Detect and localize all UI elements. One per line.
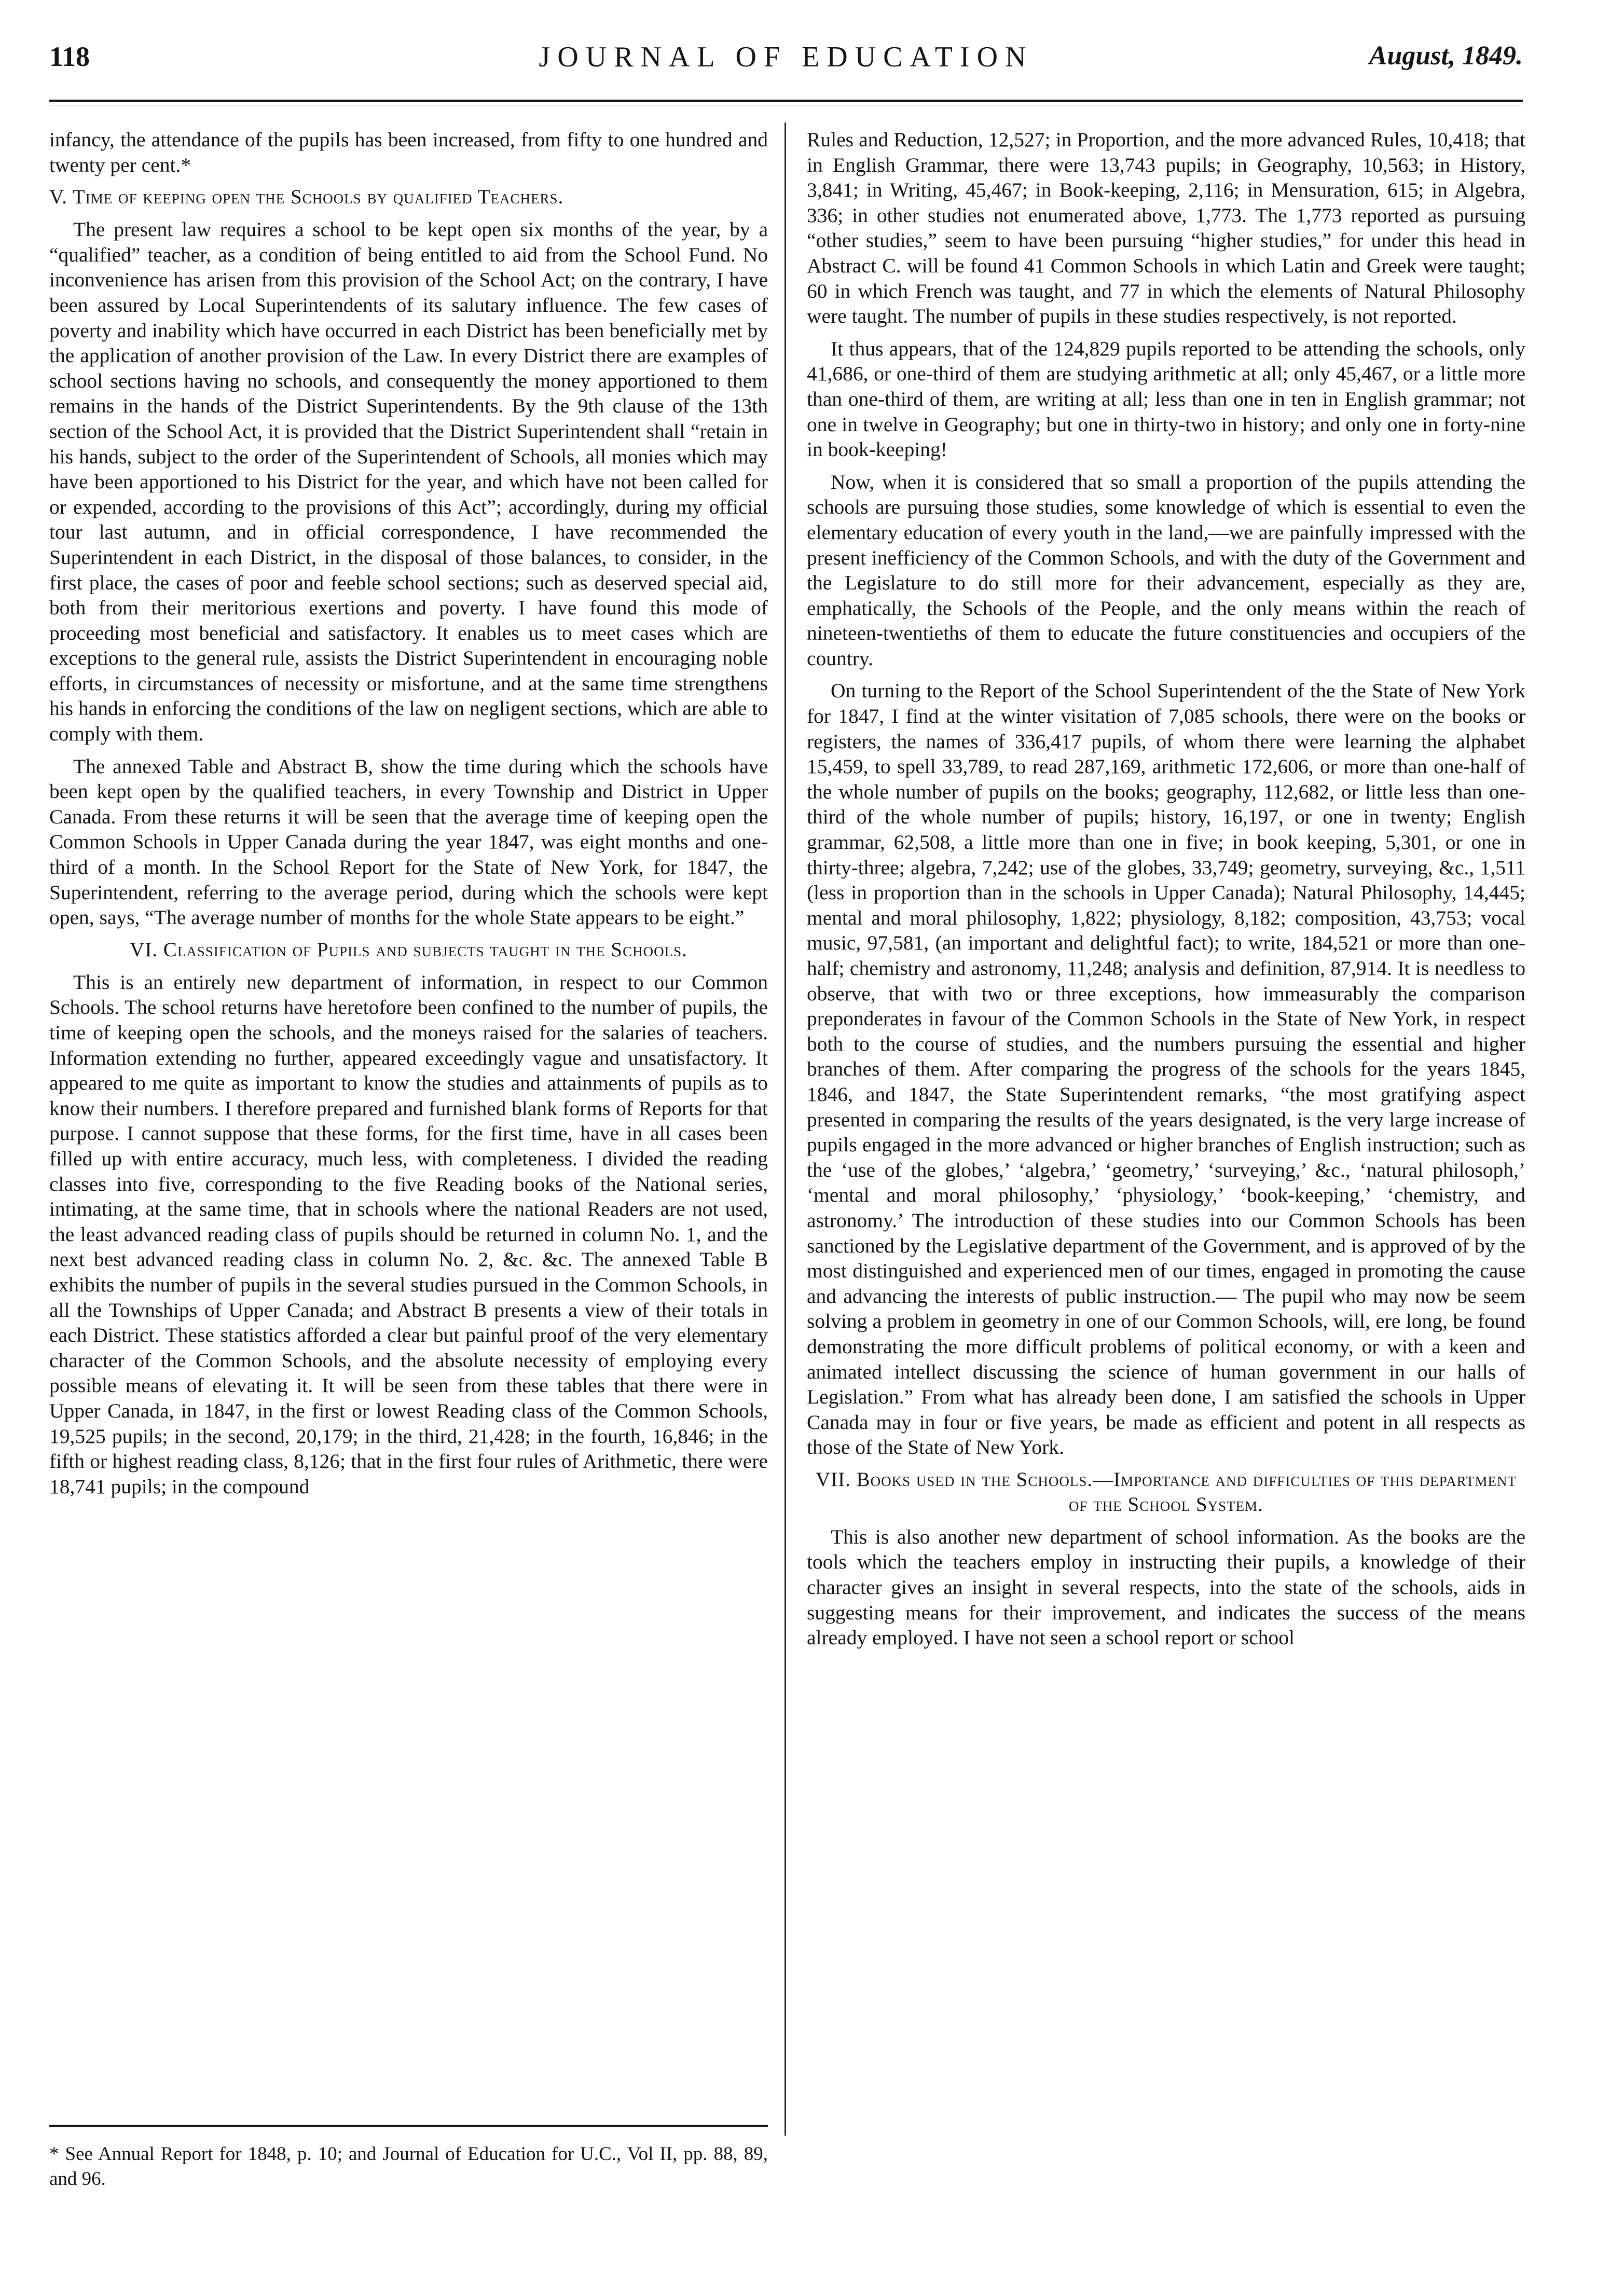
footnote-rule: [49, 2125, 768, 2127]
paragraph-new-york-report: On turning to the Report of the School Superintendent of the the State of New York for 1847, I find at the winter visitation of 7,085 schools, there were on the books or registers, the names of 336,417 pupils, of whom there were learning the alphabet 15,459, to spell 33,789, to read 287,169, arithmetic 172,606, or more than one-half of the whole number of pupils on the books; geography, 112,682, or little less than one-third of the whole number of pupils; history, 16,197, or one in twenty; English grammar, 62,508, a little more than one in five; in book keeping, 5,301, or one in thirty-three; algebra, 7,242; use of the globes, 33,749; geometry, surveying, &c., 1,511 (less in proportion than in the schools in Upper Canada); Natural Philosophy, 14,445; mental and moral philosophy, 1,822; physiology, 8,182; composition, 43,753; vocal music, 97,581, (an important and delightful fact); to write, 184,521 or more than one-half; chemistry and astronomy, 11,248; analysis and definition, 87,914. It is needless to observe, that with two or three exceptions, how immeasurably the comparison preponderates in favour of the Common Schools in the State of New York, in respect both to the course of studies, and the numbers pursuing the essential and higher branches of them. After comparing the progress of the schools for the years 1845, 1846, and 1847, the State Superintendent remarks, “the most gratifying aspect presented in comparing the results of the years designated, is the very large increase of pupils engaged in the more advanced or higher branches of English instruction; such as the ‘use of the globes,’ ‘algebra,’ ‘geometry,’ ‘surveying,’ &c., ‘natural philosoph,’ ‘mental and moral philosophy,’ ‘physiology,’ ‘book-keeping,’ ‘chemistry, and astronomy.’ The introduction of these studies into our Common Schools has been sanctioned by the Legislative department of the Government, and is approved of by the most distinguished and experienced men of our times, engaged in promoting the cause and advancing the interests of public instruction.— The pupil who may now be seem solving a problem in geometry in one of our Common Schools, will, ere long, be found demonstrating the more difficult problems of political economy, or with a keen and animated intellect discussing the science of human government in our halls of Legislation.” From what has already been done, I am satisfied the schools in Upper Canada may in four or five years, be made as efficient and potent in all respects as those of the State of New York.: [807, 679, 1525, 1459]
issue-date: August, 1849.: [1369, 41, 1523, 71]
header-rule: [49, 100, 1523, 102]
footnote: * See Annual Report for 1848, p. 10; and Journal of Education for U.C., Vol II, pp. 88, 89, and 96.: [49, 2143, 768, 2190]
paragraph-present-law: The present law requires a school to be kept open six months of the year, by a “qualified” teacher, as a condition of being entitled to aid from the School Fund. No inconvenience has arisen from this provision of the School Act; on the contrary, I have been assured by Local Superintendents of its salutary influence. The few cases of poverty and inability which have occurred in each District has been beneficially met by the application of another provision of the Law. In every District there are examples of school sections having no schools, and consequently the money apportioned to them remains in the hands of the District Superintendents. By the 9th clause of the 13th section of the School Act, it is provided that the District Superintendent shall “retain in his hands, subject to the order of the Superintendent of Schools, all monies which may have been apportioned to his District for the year, and which have not been called for or expended, according to the provisions of this Act”; accordingly, during my official tour last autumn, and in official correspondence, I have recommended the Superintendent in each District, in the disposal of those balances, to consider, in the first place, the cases of poor and feeble school sections; such as deserved special aid, both from their meritorious exertions and poverty. I have found this mode of proceeding most beneficial and satisfactory. It enables us to meet cases which are exceptions to the general rule, assists the District Superintendent in encouraging noble efforts, in circumstances of necessity or misfortune, and at the same time strengthens his hands in enforcing the conditions of the law on negligent sections, which are able to comply with them.: [49, 218, 768, 746]
section-heading-vi: VI. Classification of Pupils and subjects taught in the Schools.: [130, 938, 687, 961]
page-header: [49, 40, 1523, 82]
paragraph-infancy: infancy, the attendance of the pupils has been increased, from fifty to one hundred and twenty per cent.*: [49, 128, 768, 176]
paragraph-annexed-table: The annexed Table and Abstract B, show the time during which the schools have been kept open by the qualified teachers, in every Township and District in Upper Canada. From these returns it will be seen that the average time of keeping open the Common Schools in Upper Canada during the year 1847, was eight months and one-third of a month. In the School Report for the State of New York, for 1847, the Superintendent, referring to the average period, during which the schools were kept open, says, “The average number of months for the whole State appears to be eight.”: [49, 754, 768, 929]
paragraph-rules-reduction: Rules and Reduction, 12,527; in Proportion, and the more advanced Rules, 10,418; that in English Grammar, there were 13,743 pupils; in Geography, 10,563; in History, 3,841; in Writing, 45,467; in Book-keeping, 2,116; in Mensuration, 615; in Algebra, 336; in other studies not enumerated above, 1,773. The 1,773 reported as pursuing “other studies,” seem to have been pursuing “higher studies,” for under this head in Abstract C. will be found 41 Common Schools in which Latin and Greek were taught; 60 in which French was taught, and 77 in which the elements of Natural Philosophy were taught. The number of pupils in these studies respectively, is not reported.: [807, 128, 1525, 328]
left-column: [49, 127, 768, 1506]
paragraph-now-when: Now, when it is considered that so small a proportion of the pupils attending the schools are pursuing those studies, some knowledge of which is essential to even the elementary education of every youth in the land,—we are painfully impressed with the present inefficiency of the Common Schools, and with the duty of the Government and the Legislature to do still more for their advancement, especially as they are, emphatically, the Schools of the People, and the only means within the reach of nineteen-twentieths of them to educate the future constituencies and occupiers of the country.: [807, 470, 1525, 670]
journal-title: JOURNAL OF EDUCATION: [539, 41, 1034, 73]
paragraph-classification: This is an entirely new department of information, in respect to our Common Schools. The school returns have heretofore been confined to the number of pupils, the time of keeping open the schools, and the moneys raised for the salaries of teachers. Information extending no further, appeared exceedingly vague and unsatisfactory. It appeared to me quite as important to know the studies and attainments of pupils as to know their numbers. I therefore prepared and furnished blank forms of Reports for that purpose. I cannot suppose that these forms, for the first time, have in all cases been filled up with entire accuracy, much less, with completeness. I divided the reading classes into five, corresponding to the five Reading books of the National series, intimating, at the same time, that in schools where the national Readers are not used, the least advanced reading class of pupils should be returned in column No. 1, and the next best advanced reading class in column No. 2, &c. &c. The annexed Table B exhibits the number of pupils in the several studies pursued in the Common Schools, in all the Townships of Upper Canada; and Abstract B presents a view of their totals in each District. These statistics afforded a clear but painful proof of the very elementary character of the Common Schools, and the absolute necessity of employing every possible means of elevating it. It will be seen from these tables that there were in Upper Canada, in 1847, in the first or lowest Reading class of the Common Schools, 19,525 pupils; in the second, 20,179; in the third, 21,428; in the fourth, 16,846; in the fifth or highest reading class, 8,126; that in the first four rules of Arithmetic, there were 18,741 pupils; in the compound: [49, 970, 768, 1498]
section-heading-v: V. Time of keeping open the Schools by qualified Teachers.: [49, 186, 564, 209]
page-number: 118: [49, 41, 90, 72]
paragraph-thus-appears: It thus appears, that of the 124,829 pupils reported to be attending the schools, only 41,686, or one-third of them are studying arithmetic at all; only 45,467, or a little more than one-third of them, are writing at all; less than one in ten in English grammar; not one in twelve in Geography; but one in thirty-two in history; and only one in forty-nine in book-keeping!: [807, 337, 1525, 461]
paragraph-books: This is also another new department of school information. As the books are the tools which the teachers employ in instructing their pupils, a knowledge of their character gives an insight in several respects, into the state of the schools, aids in suggesting means for their improvement, and indicates the success of the means already employed. I have not seen a school report or school: [807, 1525, 1525, 1649]
right-column: [807, 127, 1525, 1658]
column-divider: [785, 122, 786, 2136]
section-heading-vii: VII. Books used in the Schools.—Importance and difficulties of this department of the School System.: [815, 1468, 1517, 1516]
